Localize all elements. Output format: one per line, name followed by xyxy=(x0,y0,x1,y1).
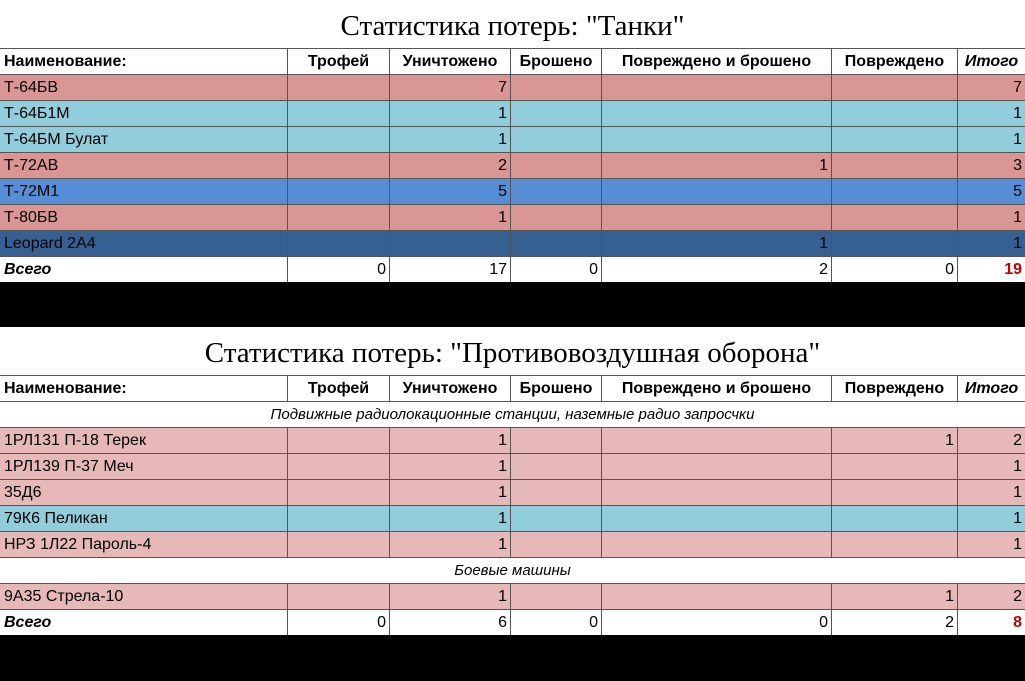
row-cell xyxy=(287,454,389,479)
table-row xyxy=(0,100,1025,126)
row-cell: 1 xyxy=(957,532,1025,557)
row-cell xyxy=(510,480,601,505)
row-cell: 1 xyxy=(957,205,1025,230)
row-cell: 1 xyxy=(389,205,510,230)
row-cell xyxy=(831,101,957,126)
row-cell xyxy=(287,584,389,609)
header-row xyxy=(0,375,1025,401)
row-cell: 1 xyxy=(389,532,510,557)
row-cell: 1 xyxy=(831,584,957,609)
row-cell: 1 xyxy=(957,127,1025,152)
total-cell: 0 xyxy=(287,610,389,635)
total-cell: 17 xyxy=(389,257,510,282)
table-row xyxy=(0,531,1025,557)
total-cell: 2 xyxy=(601,257,831,282)
air-defense-losses-table xyxy=(0,327,1025,634)
row-cell: 1 xyxy=(957,506,1025,531)
total-label: Всего xyxy=(4,614,52,631)
row-name: НРЗ 1Л22 Пароль-4 xyxy=(4,536,152,553)
tank-losses-table xyxy=(0,0,1025,280)
row-cell: 1 xyxy=(389,480,510,505)
table-row xyxy=(0,152,1025,178)
header-abandoned: Брошено xyxy=(510,376,601,401)
row-cell xyxy=(510,75,601,100)
row-name: Т-64Б1М xyxy=(4,105,70,122)
row-cell xyxy=(601,454,831,479)
row-name: Т-72АВ xyxy=(4,157,59,174)
row-cell xyxy=(287,75,389,100)
header-damaged: Повреждено xyxy=(831,49,957,74)
row-cell xyxy=(287,532,389,557)
table-row xyxy=(0,505,1025,531)
header-total: Итого xyxy=(957,49,1025,74)
header-trophy: Трофей xyxy=(287,49,389,74)
row-cell: 1 xyxy=(389,101,510,126)
header-damaged-abandoned: Повреждено и брошено xyxy=(601,49,831,74)
row-cell xyxy=(510,506,601,531)
table-row xyxy=(0,230,1025,256)
header-abandoned: Брошено xyxy=(510,49,601,74)
row-cell xyxy=(287,205,389,230)
row-cell: 1 xyxy=(389,127,510,152)
row-cell xyxy=(831,153,957,178)
row-cell: 7 xyxy=(389,75,510,100)
total-row xyxy=(0,256,1025,282)
row-cell xyxy=(510,153,601,178)
row-cell xyxy=(287,231,389,256)
row-cell xyxy=(831,454,957,479)
row-cell xyxy=(287,101,389,126)
row-cell xyxy=(831,480,957,505)
header-damaged: Повреждено xyxy=(831,376,957,401)
row-cell xyxy=(601,101,831,126)
total-cell: 0 xyxy=(510,257,601,282)
row-name: Т-64БВ xyxy=(4,79,59,96)
table-title: Статистика потерь: "Танки" xyxy=(340,10,685,42)
row-name: Т-64БМ Булат xyxy=(4,131,109,148)
row-name: Т-72М1 xyxy=(4,183,60,200)
row-cell: 1 xyxy=(389,428,510,453)
row-cell xyxy=(287,153,389,178)
header-trophy: Трофей xyxy=(287,376,389,401)
row-cell xyxy=(831,127,957,152)
header-destroyed: Уничтожено xyxy=(389,49,510,74)
grand-total-cell: 19 xyxy=(957,257,1025,282)
row-cell xyxy=(510,532,601,557)
table-row xyxy=(0,583,1025,609)
row-cell xyxy=(287,480,389,505)
row-cell: 2 xyxy=(389,153,510,178)
row-cell xyxy=(510,179,601,204)
row-name: 1РЛ131 П-18 Терек xyxy=(4,432,146,449)
row-cell: 1 xyxy=(601,153,831,178)
total-label: Всего xyxy=(4,261,52,278)
header-damaged-abandoned: Повреждено и брошено xyxy=(601,376,831,401)
row-cell: 5 xyxy=(389,179,510,204)
row-cell xyxy=(510,127,601,152)
row-name: 79К6 Пеликан xyxy=(4,510,108,527)
row-name: 1РЛ139 П-37 Меч xyxy=(4,458,134,475)
table-row xyxy=(0,126,1025,152)
total-row xyxy=(0,609,1025,635)
row-cell xyxy=(287,179,389,204)
total-cell: 0 xyxy=(287,257,389,282)
row-cell xyxy=(389,231,510,256)
row-cell: 5 xyxy=(957,179,1025,204)
total-cell: 6 xyxy=(389,610,510,635)
row-cell: 1 xyxy=(957,480,1025,505)
row-cell xyxy=(601,179,831,204)
row-cell xyxy=(510,428,601,453)
row-cell xyxy=(510,584,601,609)
table-row xyxy=(0,178,1025,204)
total-cell: 0 xyxy=(510,610,601,635)
section-header: Боевые машины xyxy=(0,557,1025,583)
grand-total-cell: 8 xyxy=(957,610,1025,635)
header-total: Итого xyxy=(957,376,1025,401)
row-cell: 1 xyxy=(601,231,831,256)
table-row xyxy=(0,479,1025,505)
row-cell xyxy=(601,75,831,100)
row-cell xyxy=(287,428,389,453)
total-cell: 0 xyxy=(601,610,831,635)
row-cell xyxy=(601,506,831,531)
row-cell: 1 xyxy=(957,231,1025,256)
total-cell: 2 xyxy=(831,610,957,635)
row-cell: 1 xyxy=(957,454,1025,479)
table-row xyxy=(0,453,1025,479)
total-cell: 0 xyxy=(831,257,957,282)
table-row xyxy=(0,204,1025,230)
row-cell: 1 xyxy=(957,101,1025,126)
table-row xyxy=(0,427,1025,453)
row-cell xyxy=(831,205,957,230)
header-name: Наименование: xyxy=(4,380,127,397)
table-row xyxy=(0,74,1025,100)
row-cell: 2 xyxy=(957,428,1025,453)
row-cell: 1 xyxy=(389,506,510,531)
row-cell: 2 xyxy=(957,584,1025,609)
row-cell xyxy=(831,179,957,204)
row-cell xyxy=(287,506,389,531)
header-name: Наименование: xyxy=(4,53,127,70)
row-cell xyxy=(601,127,831,152)
header-destroyed: Уничтожено xyxy=(389,376,510,401)
row-cell xyxy=(601,480,831,505)
row-cell: 1 xyxy=(389,584,510,609)
row-cell xyxy=(601,205,831,230)
row-name: Leopard 2A4 xyxy=(4,235,96,252)
row-cell xyxy=(601,532,831,557)
row-cell: 1 xyxy=(831,428,957,453)
row-cell xyxy=(287,127,389,152)
row-cell xyxy=(510,205,601,230)
row-cell: 1 xyxy=(389,454,510,479)
row-cell xyxy=(831,506,957,531)
section-header: Подвижные радиолокационные станции, наземные радио запросчки xyxy=(0,401,1025,427)
row-cell: 7 xyxy=(957,75,1025,100)
row-name: 9А35 Стрела-10 xyxy=(4,588,124,605)
table-title: Статистика потерь: "Противовоздушная оборона" xyxy=(204,337,821,369)
row-cell xyxy=(831,75,957,100)
row-cell xyxy=(831,231,957,256)
row-cell xyxy=(510,231,601,256)
row-name: Т-80БВ xyxy=(4,209,59,226)
row-cell xyxy=(831,532,957,557)
row-cell xyxy=(510,101,601,126)
header-row xyxy=(0,48,1025,74)
row-cell: 3 xyxy=(957,153,1025,178)
row-cell xyxy=(601,428,831,453)
row-cell xyxy=(601,584,831,609)
row-name: 35Д6 xyxy=(4,484,42,501)
row-cell xyxy=(510,454,601,479)
